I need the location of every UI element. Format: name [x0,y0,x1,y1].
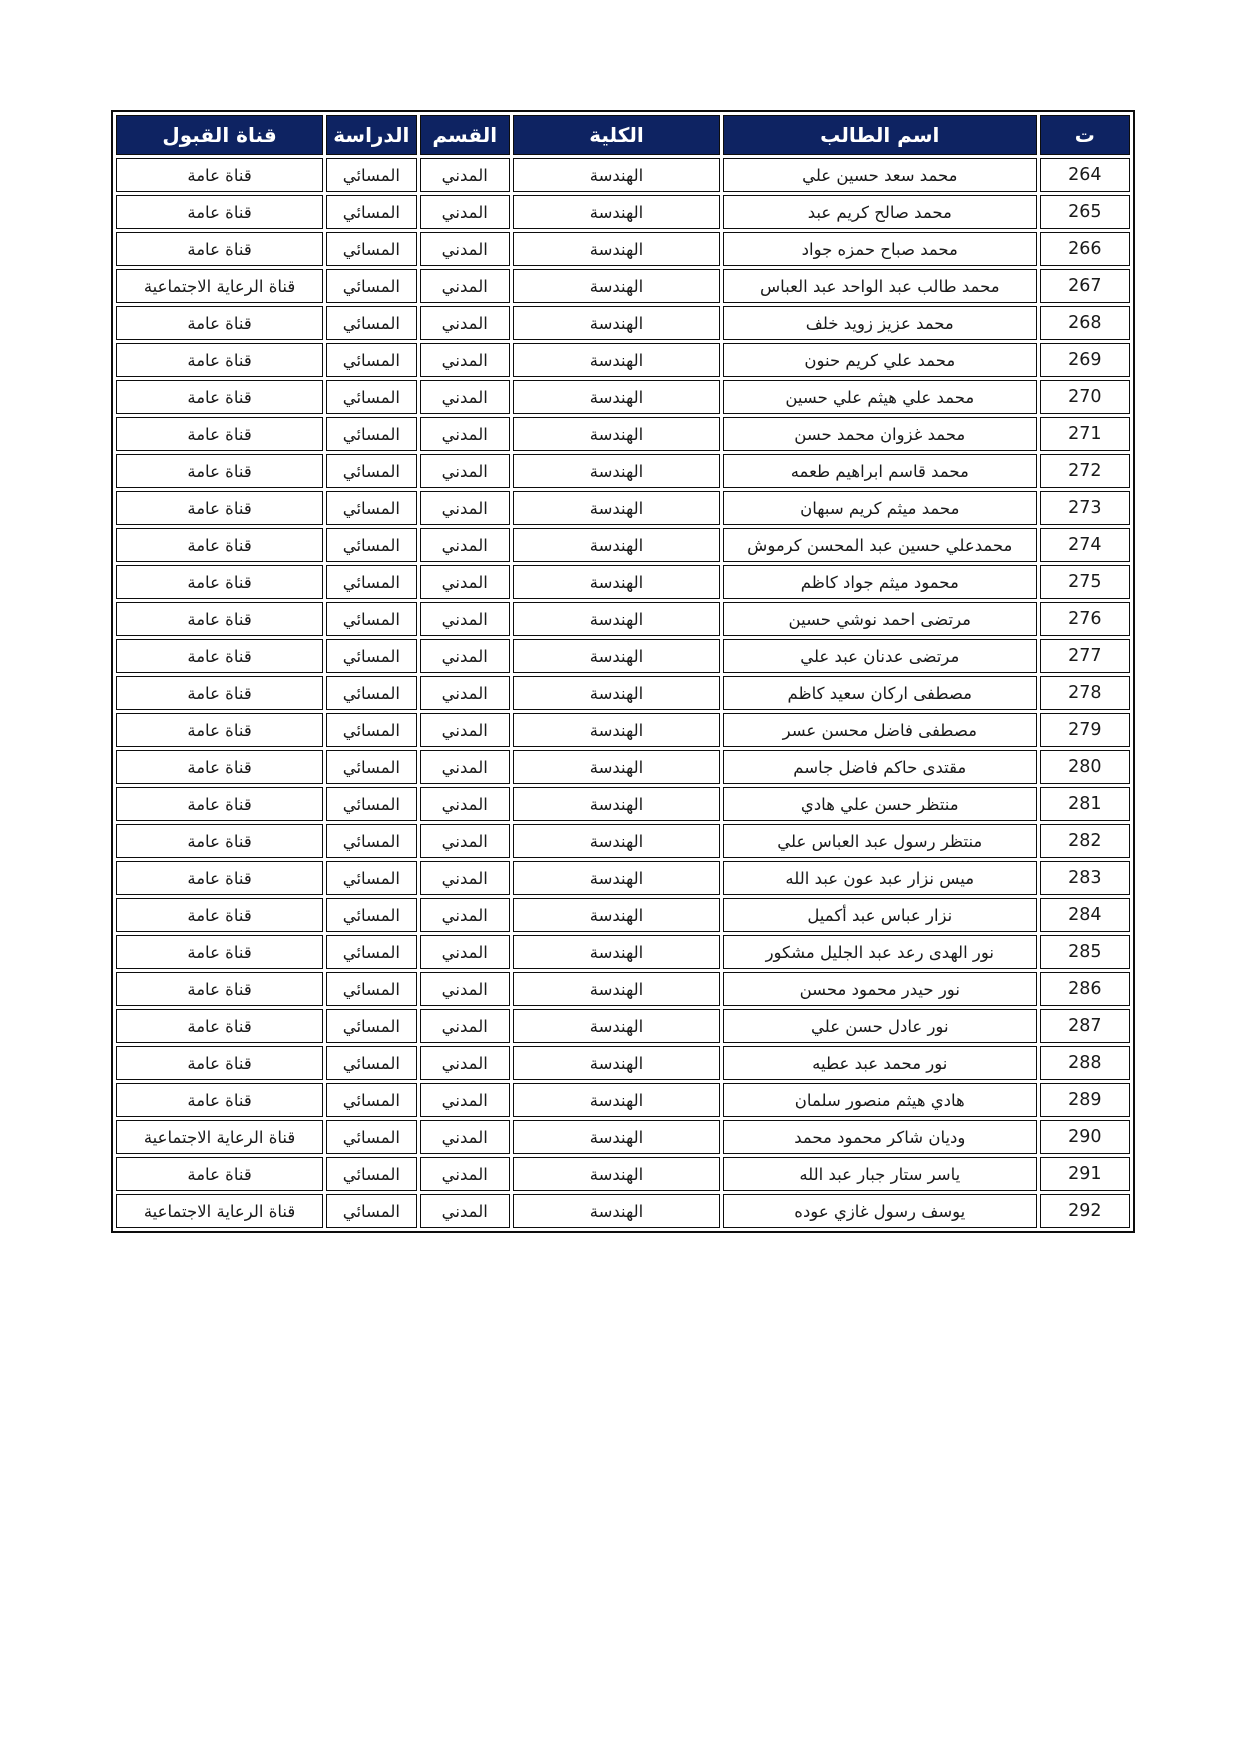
table-row [116,1157,1130,1191]
cell-department: المدني [420,232,510,266]
cell-study: المسائي [326,1083,416,1117]
cell-id: 265 [1040,195,1130,229]
table-row [116,1046,1130,1080]
cell-department: المدني [420,713,510,747]
cell-study: المسائي [326,269,416,303]
cell-college: الهندسة [513,565,720,599]
cell-department: المدني [420,750,510,784]
cell-name: محمد سعد حسين علي [723,158,1037,192]
table-row [116,861,1130,895]
table-row [116,343,1130,377]
cell-id: 290 [1040,1120,1130,1154]
cell-study: المسائي [326,417,416,451]
table-row [116,639,1130,673]
cell-channel: قناة عامة [116,1046,323,1080]
cell-college: الهندسة [513,935,720,969]
cell-id: 283 [1040,861,1130,895]
cell-id: 282 [1040,824,1130,858]
student-table-body [116,158,1130,1228]
table-row [116,1194,1130,1228]
cell-study: المسائي [326,158,416,192]
cell-college: الهندسة [513,898,720,932]
cell-id: 276 [1040,602,1130,636]
cell-department: المدني [420,454,510,488]
cell-channel: قناة عامة [116,676,323,710]
cell-department: المدني [420,306,510,340]
cell-name: محمد قاسم ابراهيم طعمه [723,454,1037,488]
table-row [116,824,1130,858]
table-row [116,269,1130,303]
cell-college: الهندسة [513,639,720,673]
cell-department: المدني [420,639,510,673]
cell-channel: قناة عامة [116,972,323,1006]
cell-channel: قناة عامة [116,491,323,525]
cell-channel: قناة عامة [116,195,323,229]
cell-id: 278 [1040,676,1130,710]
table-row [116,935,1130,969]
cell-department: المدني [420,343,510,377]
cell-channel: قناة عامة [116,713,323,747]
cell-id: 272 [1040,454,1130,488]
cell-department: المدني [420,158,510,192]
cell-department: المدني [420,602,510,636]
cell-name: محمد ميثم كريم سبهان [723,491,1037,525]
cell-college: الهندسة [513,195,720,229]
cell-channel: قناة عامة [116,602,323,636]
cell-department: المدني [420,1083,510,1117]
cell-name: نور الهدى رعد عبد الجليل مشكور [723,935,1037,969]
cell-name: منتظر رسول عبد العباس علي [723,824,1037,858]
cell-channel: قناة عامة [116,1009,323,1043]
cell-id: 268 [1040,306,1130,340]
cell-department: المدني [420,269,510,303]
cell-study: المسائي [326,528,416,562]
student-admission-table [111,110,1135,1233]
cell-id: 291 [1040,1157,1130,1191]
cell-name: نور حيدر محمود محسن [723,972,1037,1006]
cell-college: الهندسة [513,972,720,1006]
cell-id: 280 [1040,750,1130,784]
cell-name: محمد عزيز زويد خلف [723,306,1037,340]
cell-id: 279 [1040,713,1130,747]
cell-channel: قناة عامة [116,824,323,858]
table-row [116,972,1130,1006]
header-college: الكلية [513,115,720,155]
cell-college: الهندسة [513,269,720,303]
cell-department: المدني [420,972,510,1006]
cell-name: محمود ميثم جواد كاظم [723,565,1037,599]
cell-id: 287 [1040,1009,1130,1043]
cell-college: الهندسة [513,1157,720,1191]
cell-study: المسائي [326,1157,416,1191]
cell-id: 267 [1040,269,1130,303]
cell-name: منتظر حسن علي هادي [723,787,1037,821]
cell-department: المدني [420,824,510,858]
cell-study: المسائي [326,972,416,1006]
table-row [116,787,1130,821]
cell-name: نور عادل حسن علي [723,1009,1037,1043]
cell-channel: قناة عامة [116,861,323,895]
cell-name: محمد علي هيثم علي حسين [723,380,1037,414]
table-row [116,602,1130,636]
cell-channel: قناة عامة [116,306,323,340]
cell-study: المسائي [326,898,416,932]
cell-id: 281 [1040,787,1130,821]
cell-id: 285 [1040,935,1130,969]
table-row [116,528,1130,562]
cell-college: الهندسة [513,528,720,562]
cell-department: المدني [420,861,510,895]
cell-name: نزار عباس عبد أكميل [723,898,1037,932]
cell-department: المدني [420,935,510,969]
cell-channel: قناة عامة [116,935,323,969]
cell-channel: قناة عامة [116,1083,323,1117]
cell-study: المسائي [326,1120,416,1154]
cell-department: المدني [420,380,510,414]
table-row [116,1009,1130,1043]
table-row [116,380,1130,414]
table-row [116,565,1130,599]
cell-name: مرتضى احمد نوشي حسين [723,602,1037,636]
header-student-name: اسم الطالب [723,115,1037,155]
cell-name: محمد غزوان محمد حسن [723,417,1037,451]
table-row [116,1120,1130,1154]
cell-college: الهندسة [513,602,720,636]
table-header-row [116,115,1130,155]
cell-name: مرتضى عدنان عبد علي [723,639,1037,673]
cell-college: الهندسة [513,1046,720,1080]
cell-name: هادي هيثم منصور سلمان [723,1083,1037,1117]
cell-name: يوسف رسول غازي عوده [723,1194,1037,1228]
cell-college: الهندسة [513,861,720,895]
cell-channel: قناة عامة [116,639,323,673]
table-row [116,750,1130,784]
header-study: الدراسة [326,115,416,155]
cell-id: 269 [1040,343,1130,377]
cell-name: محمدعلي حسين عبد المحسن كرموش [723,528,1037,562]
cell-study: المسائي [326,491,416,525]
cell-department: المدني [420,565,510,599]
cell-id: 284 [1040,898,1130,932]
cell-id: 270 [1040,380,1130,414]
table-row [116,491,1130,525]
cell-college: الهندسة [513,380,720,414]
cell-name: محمد صباح حمزه جواد [723,232,1037,266]
cell-channel: قناة الرعاية الاجتماعية [116,1194,323,1228]
cell-department: المدني [420,528,510,562]
header-admission-channel: قناة القبول [116,115,323,155]
cell-college: الهندسة [513,1120,720,1154]
cell-college: الهندسة [513,750,720,784]
cell-study: المسائي [326,676,416,710]
cell-college: الهندسة [513,1083,720,1117]
cell-study: المسائي [326,565,416,599]
cell-study: المسائي [326,380,416,414]
cell-channel: قناة عامة [116,417,323,451]
cell-college: الهندسة [513,713,720,747]
cell-study: المسائي [326,454,416,488]
cell-college: الهندسة [513,232,720,266]
cell-id: 274 [1040,528,1130,562]
cell-study: المسائي [326,1046,416,1080]
cell-id: 273 [1040,491,1130,525]
cell-study: المسائي [326,861,416,895]
cell-id: 275 [1040,565,1130,599]
cell-study: المسائي [326,713,416,747]
cell-study: المسائي [326,787,416,821]
table-row [116,898,1130,932]
table-row [116,306,1130,340]
cell-name: مصطفى فاضل محسن عسر [723,713,1037,747]
cell-study: المسائي [326,1194,416,1228]
cell-study: المسائي [326,306,416,340]
cell-name: محمد صالح كريم عبد [723,195,1037,229]
cell-study: المسائي [326,750,416,784]
cell-study: المسائي [326,935,416,969]
cell-study: المسائي [326,824,416,858]
cell-channel: قناة عامة [116,898,323,932]
cell-department: المدني [420,1046,510,1080]
cell-channel: قناة عامة [116,232,323,266]
cell-college: الهندسة [513,787,720,821]
cell-study: المسائي [326,639,416,673]
table-row [116,454,1130,488]
cell-channel: قناة عامة [116,528,323,562]
cell-name: ميس نزار عبد عون عبد الله [723,861,1037,895]
cell-channel: قناة عامة [116,380,323,414]
cell-id: 288 [1040,1046,1130,1080]
table-row [116,232,1130,266]
cell-channel: قناة عامة [116,565,323,599]
header-department: القسم [420,115,510,155]
cell-channel: قناة عامة [116,343,323,377]
table-row [116,158,1130,192]
table-row [116,713,1130,747]
table-row [116,195,1130,229]
cell-college: الهندسة [513,824,720,858]
cell-name: محمد علي كريم حنون [723,343,1037,377]
cell-id: 271 [1040,417,1130,451]
header-id: ت [1040,115,1130,155]
table-row [116,676,1130,710]
cell-name: محمد طالب عبد الواحد عبد العباس [723,269,1037,303]
cell-name: وديان شاكر محمود محمد [723,1120,1037,1154]
cell-channel: قناة عامة [116,1157,323,1191]
cell-department: المدني [420,491,510,525]
cell-channel: قناة عامة [116,454,323,488]
cell-study: المسائي [326,232,416,266]
cell-department: المدني [420,1157,510,1191]
cell-id: 286 [1040,972,1130,1006]
cell-name: مصطفى اركان سعيد كاظم [723,676,1037,710]
cell-channel: قناة عامة [116,158,323,192]
cell-department: المدني [420,195,510,229]
cell-department: المدني [420,1009,510,1043]
cell-department: المدني [420,676,510,710]
cell-name: ياسر ستار جبار عبد الله [723,1157,1037,1191]
cell-study: المسائي [326,1009,416,1043]
cell-study: المسائي [326,602,416,636]
table-row [116,1083,1130,1117]
cell-id: 264 [1040,158,1130,192]
cell-college: الهندسة [513,158,720,192]
cell-id: 289 [1040,1083,1130,1117]
cell-college: الهندسة [513,1194,720,1228]
cell-college: الهندسة [513,306,720,340]
cell-name: مقتدى حاكم فاضل جاسم [723,750,1037,784]
cell-channel: قناة عامة [116,750,323,784]
cell-department: المدني [420,1194,510,1228]
cell-study: المسائي [326,195,416,229]
cell-name: نور محمد عبد عطيه [723,1046,1037,1080]
cell-college: الهندسة [513,454,720,488]
cell-department: المدني [420,787,510,821]
cell-college: الهندسة [513,417,720,451]
cell-college: الهندسة [513,1009,720,1043]
cell-channel: قناة عامة [116,787,323,821]
cell-department: المدني [420,898,510,932]
cell-department: المدني [420,417,510,451]
cell-department: المدني [420,1120,510,1154]
cell-college: الهندسة [513,676,720,710]
table-row [116,417,1130,451]
cell-channel: قناة الرعاية الاجتماعية [116,269,323,303]
cell-college: الهندسة [513,343,720,377]
cell-id: 292 [1040,1194,1130,1228]
cell-id: 266 [1040,232,1130,266]
cell-id: 277 [1040,639,1130,673]
cell-study: المسائي [326,343,416,377]
cell-channel: قناة الرعاية الاجتماعية [116,1120,323,1154]
cell-college: الهندسة [513,491,720,525]
